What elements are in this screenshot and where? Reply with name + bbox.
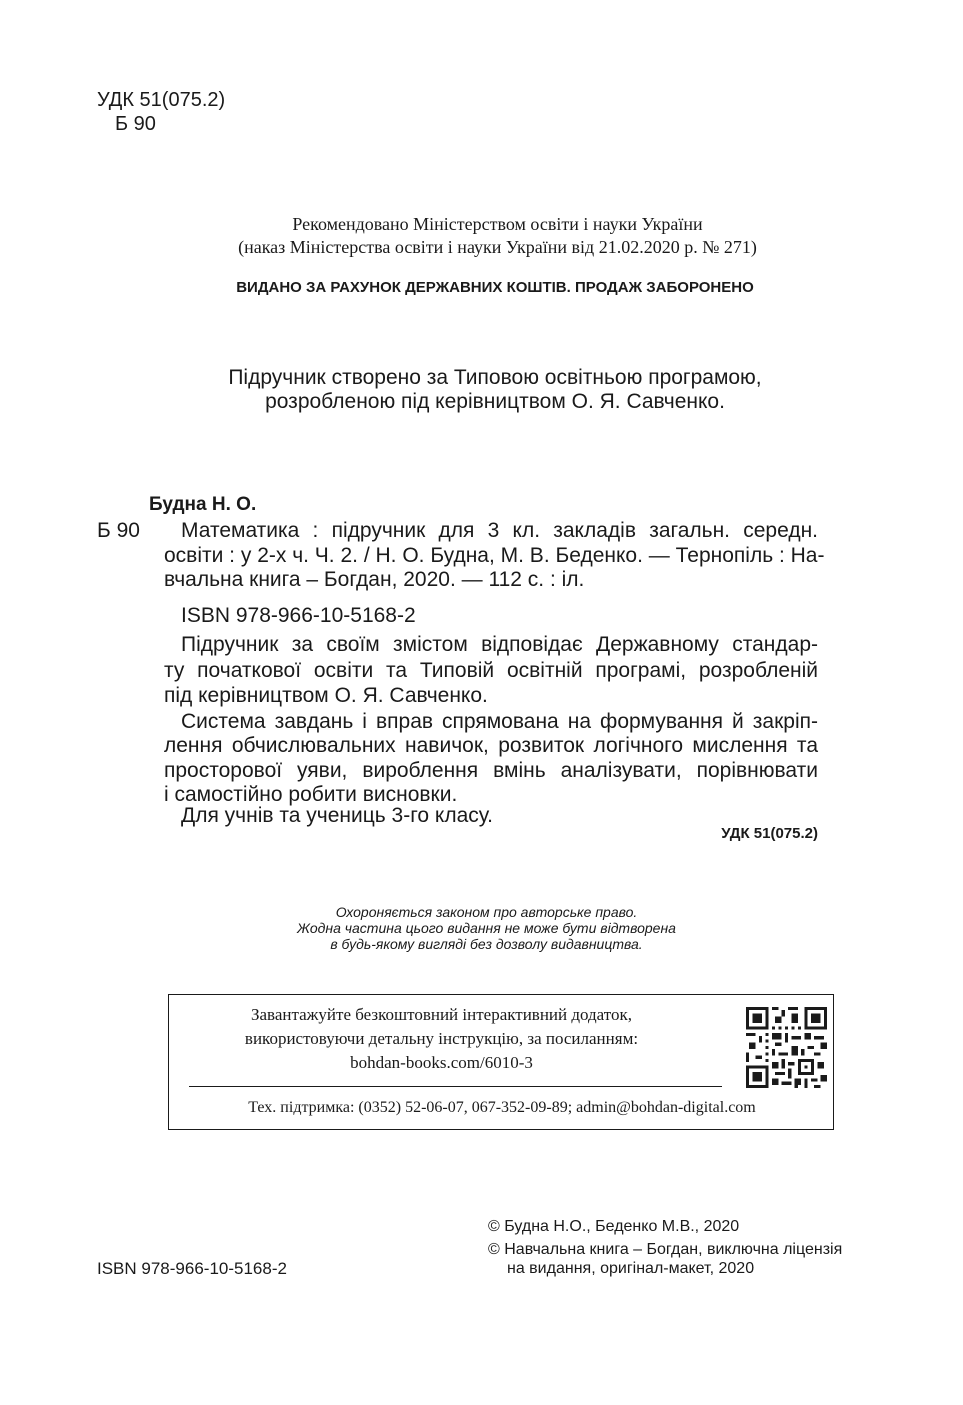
app-link[interactable]: bohdan-books.com/6010-3 [350, 1053, 533, 1072]
annotation-line: просторової уяви, вироблення вмінь аналізувати, порівнювати [164, 759, 818, 782]
author-mark: Б 90 [115, 113, 156, 135]
catalog-code: Б 90 [97, 519, 140, 542]
divider [189, 1086, 722, 1087]
rights-publisher-cont: на видання, оригінал-макет, 2020 [507, 1260, 755, 1277]
catalog-isbn: ISBN 978-966-10-5168-2 [181, 604, 416, 627]
catalog-udk: УДК 51(075.2) [721, 825, 818, 842]
copyright-notice-line: Охороняється законом про авторське право. [335, 904, 638, 920]
copyright-notice-line: в будь-якому вигляді без дозволу видавництва. [330, 936, 643, 952]
rights-publisher: © Навчальна книга – Богдан, виключна ліцензія [488, 1241, 843, 1258]
app-instruction-line: використовуючи детальну інструкцію, за посиланням: [244, 1029, 639, 1048]
annotation-line: ту початкової освіти та Типовій освітній програмі, розробленій [164, 659, 818, 682]
state-funded-banner: ВИДАНО ЗА РАХУНОК ДЕРЖАВНИХ КОШТІВ. ПРОДАЖ ЗАБОРОНЕНО [236, 279, 754, 296]
annotation-line: Підручник за своїм змістом відповідає Державному стандар- [181, 633, 818, 656]
qr-code-icon[interactable] [746, 1007, 827, 1088]
catalog-entry-line: вчальна книга – Богдан, 2020. — 112 с. : іл. [164, 568, 585, 591]
catalog-entry-line: Математика : підручник для 3 кл. закладів загальн. середн. [181, 519, 818, 542]
rights-authors: © Будна Н.О., Беденко М.В., 2020 [488, 1218, 740, 1235]
annotation-line: Для учнів та учениць 3-го класу. [181, 804, 493, 827]
annotation-line: і самостійно робити висновки. [164, 783, 458, 806]
program-basis-line-2: розробленою під керівництвом О. Я. Савченко. [265, 390, 725, 413]
isbn-footer: ISBN 978-966-10-5168-2 [97, 1259, 287, 1278]
annotation-line: лення обчислювальних навичок, розвиток логічного мислення та [164, 734, 818, 757]
catalog-author: Будна Н. О. [149, 494, 257, 515]
catalog-entry-line: освіти : у 2-х ч. Ч. 2. / Н. О. Будна, М. В. Беденко. — Тернопіль : На- [164, 544, 825, 567]
tech-support-line: Тех. підтримка: (0352) 52-06-07, 067-352-09-89; admin@bohdan-digital.com [248, 1099, 756, 1116]
program-basis-line-1: Підручник створено за Типовою освітньою програмою, [228, 366, 762, 389]
ministry-order: (наказ Міністерства освіти і науки України від 21.02.2020 р. № 271) [238, 237, 757, 257]
ministry-recommendation: Рекомендовано Міністерством освіти і науки України [292, 214, 703, 234]
app-instruction-line: Завантажуйте безкоштовний інтерактивний додаток, [250, 1005, 632, 1024]
annotation-line: під керівництвом О. Я. Савченко. [164, 684, 488, 707]
udk-code: УДК 51(075.2) [97, 89, 226, 111]
annotation-line: Система завдань і вправ спрямована на формування й закріп- [181, 710, 818, 733]
interactive-app-box [168, 994, 834, 1130]
copyright-notice-line: Жодна частина цього видання не може бути відтворена [297, 920, 676, 936]
udk-header [97, 88, 225, 136]
